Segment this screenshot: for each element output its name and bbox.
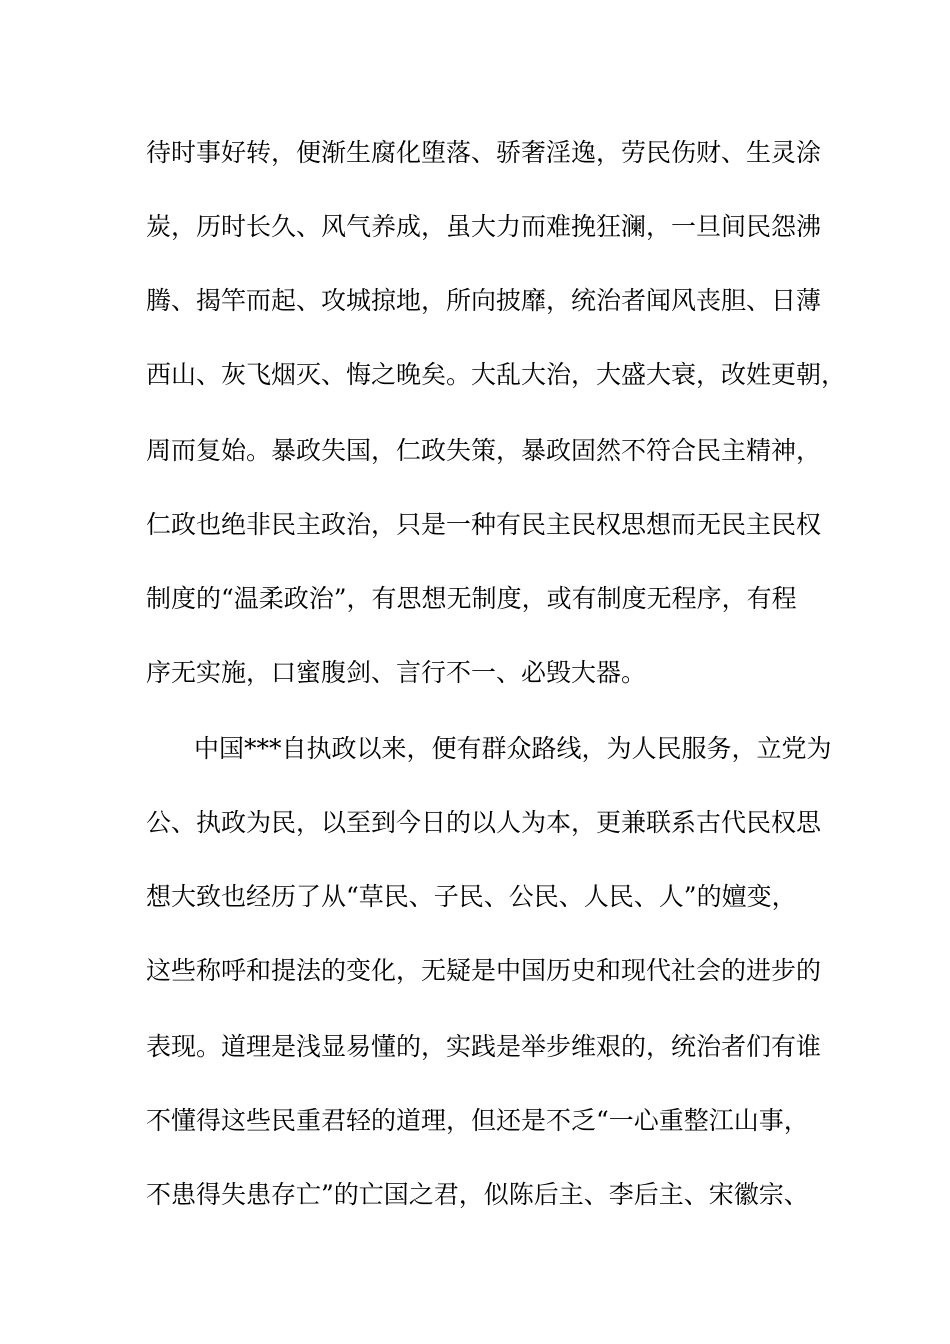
text-line: 想大致也经历了从“草民、子民、公民、人民、人”的嬗变，	[146, 882, 797, 911]
text-line: 序无实施，口蜜腹剑、言行不一、必毁大器。	[146, 658, 647, 687]
text-line: 这些称呼和提法的变化，无疑是中国历史和现代社会的进步的	[146, 956, 822, 985]
paragraph-first-line: 中国***自执政以来，便有群众路线，为人民服务，立党为	[194, 734, 832, 763]
text-line: 制度的“温柔政治”，有思想无制度，或有制度无程序，有程	[146, 584, 797, 613]
text-line: 炭，历时长久、风气养成，虽大力而难挽狂澜，一旦间民怨沸	[146, 212, 822, 241]
text-line: 不患得失患存亡”的亡国之君，似陈后主、李后主、宋徽宗、	[146, 1180, 809, 1209]
text-line: 待时事好转，便渐生腐化堕落、骄奢淫逸，劳民伤财、生灵涂	[146, 138, 822, 167]
text-line: 仁政也绝非民主政治，只是一种有民主民权思想而无民主民权	[146, 510, 822, 539]
text-line: 不懂得这些民重君轻的道理，但还是不乏“一心重整江山事，	[146, 1106, 809, 1135]
text-line: 腾、揭竿而起、攻城掠地，所向披靡，统治者闻风丧胆、日薄	[146, 286, 822, 315]
text-line: 西山、灰飞烟灭、悔之晚矣。大乱大治，大盛大衰，改姓更朝，	[146, 360, 847, 389]
text-line: 周而复始。暴政失国，仁政失策，暴政固然不符合民主精神，	[146, 436, 822, 465]
text-line: 公、执政为民，以至到今日的以人为本，更兼联系古代民权思	[146, 808, 822, 837]
text-line: 表现。道理是浅显易懂的，实践是举步维艰的，统治者们有谁	[146, 1032, 822, 1061]
